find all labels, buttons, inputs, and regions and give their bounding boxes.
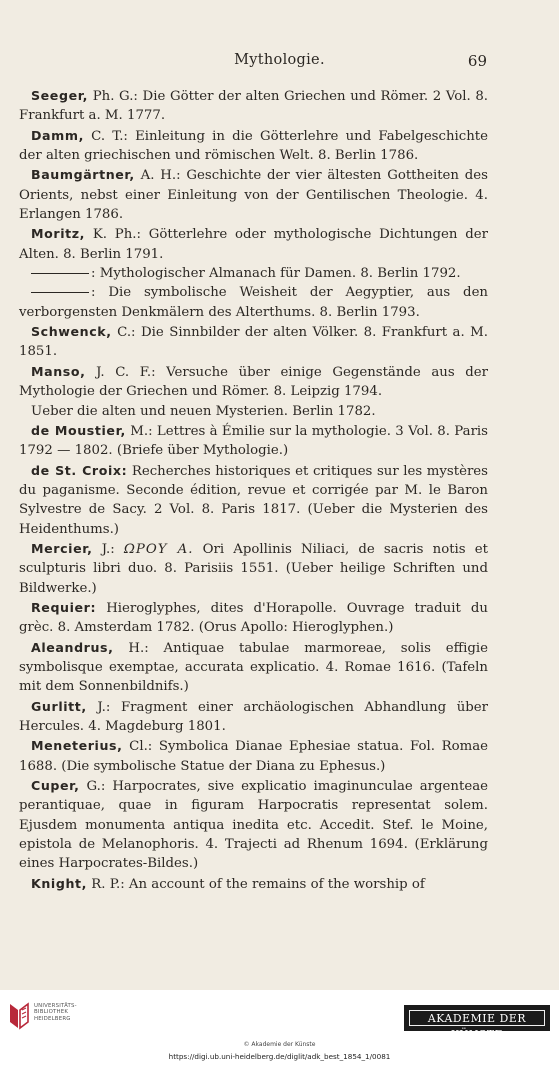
bib-entry: [19, 86, 488, 126]
entry-text: G.: Harpocrates, sive explicatio imaginunculae argenteae perantiquae, quae in figuram Harpocratis representat solem. Ejusdem monumenta antiqua inedita etc. Accedit. Stef. le Moine, epistola de Melanophoris. 4. Trajecti ad Rhenum 1694. (Erklärung eines Harpocrates-Bildes.): [19, 779, 488, 872]
entry-text: C.: Die Sinnbilder der alten Völker. 8. Frankfurt a. M. 1851.: [19, 325, 488, 360]
bib-entry: [19, 402, 488, 421]
ditto-dash: [31, 273, 89, 274]
bib-entry: [19, 461, 488, 539]
greek-title: ΩΡΟΥ Α.: [123, 541, 194, 557]
entry-author: Mercier,: [31, 540, 93, 556]
entry-text: Ph. G.: Die Götter der alten Griechen und Römer. 2 Vol. 8. Frankfurt a. M. 1777.: [19, 89, 488, 124]
entry-text: J.:: [92, 541, 124, 557]
entry-author: Seeger,: [31, 88, 89, 103]
entry-author: Meneterius,: [31, 738, 123, 754]
bib-entry: [19, 224, 488, 264]
running-header: [0, 52, 559, 72]
entry-author: Knight,: [31, 875, 88, 891]
copyright-notice: © Akademie der Künste: [243, 1041, 316, 1048]
entry-author: de St. Croix:: [31, 462, 128, 478]
entry-author: Gurlitt,: [31, 698, 87, 714]
entry-text: K. Ph.: Götterlehre oder mythologische Dichtungen der Alten. 8. Berlin 1791.: [19, 227, 488, 262]
entry-author: Moritz,: [31, 226, 86, 242]
running-title: Mythologie.: [234, 52, 325, 68]
bib-entry: [19, 736, 488, 776]
university-library-logo-icon: [8, 1002, 32, 1030]
library-name: [34, 1003, 77, 1022]
viewer-footer: [0, 990, 559, 1065]
bib-entry: [19, 283, 488, 322]
akademie-logo[interactable]: [404, 1005, 550, 1041]
bib-entry: [19, 421, 488, 461]
entry-author: de Moustier,: [31, 422, 126, 438]
entry-text: Cl.: Symbolica Dianae Ephesiae statua. Fol. Romae 1688. (Die symbolische Statue der Diana zu Ephesus.): [19, 739, 488, 774]
entry-text: : Die symbolische Weisheit der Aegyptier, aus den verborgensten Denkmälern des Alterthums. 8. Berlin 1793.: [19, 285, 488, 320]
bib-entry: [19, 874, 488, 894]
bib-entry: [19, 362, 488, 402]
entry-author: Damm,: [31, 127, 84, 143]
entry-text: Hieroglyphes, dites d'Horapolle. Ouvrage traduit du grèc. 8. Amsterdam 1782. (Orus Apollo: Hieroglyphen.): [19, 600, 488, 636]
bib-entry: [19, 638, 488, 697]
entry-author: Aleandrus,: [31, 639, 114, 655]
entry-text: C. T.: Einleitung in die Götterlehre und Fabelgeschichte der alten griechischen und römischen Welt. 8. Berlin 1786.: [19, 128, 488, 164]
entry-text: J. C. F.: Versuche über einige Gegenstände aus der Mythologie der Griechen und Römer. 8. Leipzig 1794.: [19, 364, 488, 400]
entry-text: H.: Antiquae tabulae marmoreae, solis effigie symbolisque exemptae, accurata explicatio. 4. Romae 1616. (Tafeln mit dem Sonnenbildnifs.): [19, 640, 488, 695]
entry-author: Requier:: [31, 599, 97, 615]
entry-text: Ori Apollinis Niliaci, de sacris notis et sculpturis libri duo. 8. Parisiis 1551. (Ueber heilige Schriften und Bildwerke.): [19, 541, 488, 596]
entry-author: Manso,: [31, 363, 86, 379]
entry-author: Schwenck,: [31, 324, 112, 340]
bibliography-list: [19, 86, 488, 894]
bib-entry: [19, 322, 488, 362]
entry-text: R. P.: An account of the remains of the worship of: [87, 876, 425, 892]
bib-entry: [19, 776, 488, 874]
bib-entry: [19, 697, 488, 737]
library-line: BIBLIOTHEK: [34, 1009, 69, 1016]
bib-entry: [19, 598, 488, 638]
entry-text: M.: Lettres à Émilie sur la mythologie. 3 Vol. 8. Paris 1792 — 1802. (Briefe über Mythologie.): [19, 423, 488, 459]
entry-text: A. H.: Geschichte der vier ältesten Gottheiten des Orients, nebst einer Einleitung von der Gentilischen Theologie. 4. Erlangen 1786.: [19, 168, 488, 223]
entry-text: Recherches historiques et critiques sur les mystères du paganisme. Seconde édition, revue et corrigée par M. le Baron Sylvestre de Sacy. 2 Vol. 8. Paris 1817. (Ueber die Mysterien des Heidenthums.): [19, 463, 488, 537]
bib-entry: [19, 165, 488, 224]
bib-entry: [19, 264, 488, 283]
permalink-url[interactable]: https://digi.ub.uni-heidelberg.de/diglit/adk_best_1854_1/0081: [168, 1052, 391, 1061]
library-line: UNIVERSITÄTS-: [34, 1003, 77, 1009]
bib-entry: [19, 126, 488, 166]
ditto-dash: [31, 292, 89, 293]
entry-author: Baumgärtner,: [31, 167, 135, 183]
entry-text: Ueber die alten und neuen Mysterien. Berlin 1782.: [31, 403, 376, 419]
akademie-logo-text: AKADEMIE DER KÜNSTE: [409, 1010, 545, 1026]
bib-entry: [19, 539, 488, 598]
entry-text: : Mythologischer Almanach für Damen. 8. Berlin 1792.: [91, 266, 461, 282]
page-number: 69: [467, 52, 487, 70]
library-line: HEIDELBERG: [34, 1015, 71, 1022]
entry-author: Cuper,: [31, 778, 80, 794]
entry-text: J.: Fragment einer archäologischen Abhandlung über Hercules. 4. Magdeburg 1801.: [19, 699, 488, 734]
